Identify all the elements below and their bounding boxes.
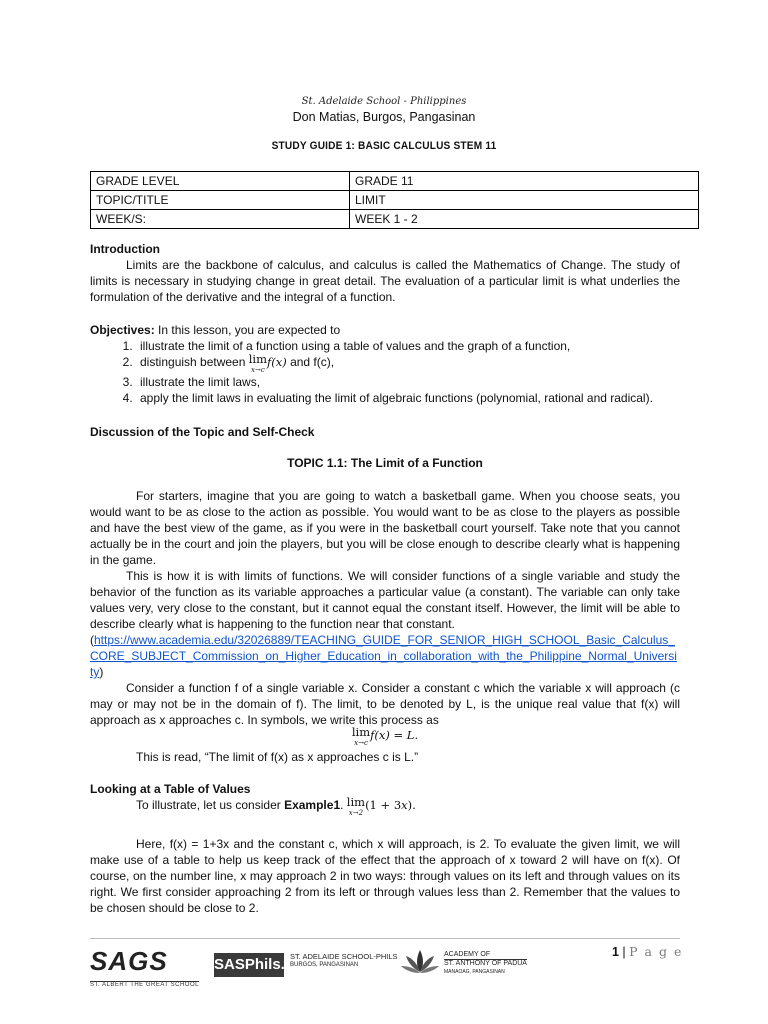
list-item: 4. apply the limit laws in evaluating the limit of algebraic functions (polynomial, rational and radical). — [136, 390, 680, 406]
introduction-text: Limits are the backbone of calculus, and calculus is called the Mathematics of Change. The study of limits is necessary in studying change in great detail. The evaluation of a particular limit is what underlies the formulation of the derivative and the integral of a function. — [90, 258, 680, 304]
paragraph-3: Consider a function f of a single variable x. Consider a constant c which the variable x will approach (c may or may not be in the domain of f). The limit, to be denoted by L, is the unique real value that f(x) will approach as x approaches c. In symbols, we write this process as — [90, 681, 680, 727]
example-line: To illustrate, let us consider Example1. lim x→2(1 + 3x). — [136, 795, 416, 817]
weeks-label: WEEK/S: — [91, 210, 350, 229]
limit-expression: lim x→2 — [346, 795, 366, 817]
page-number: 1 | P a g e — [612, 944, 683, 959]
objectives-section — [90, 322, 680, 406]
st-adelaide-name: ST. ADELAIDE SCHOOL-PHILS — [290, 952, 398, 961]
page-number-value: 1 — [612, 945, 619, 959]
list-item: 1. illustrate the limit of a function using a table of values and the graph of a function, — [136, 338, 680, 354]
read-line: This is read, “The limit of f(x) as x approaches c is L.” — [136, 750, 419, 764]
introduction-section — [90, 241, 680, 305]
paragraph-2: This is how it is with limits of functions. We will consider functions of a single variable and study the behavior of the function as its variable approaches a particular value (a constant). The variable can only take values very, very close to the constant, but it cannot equal the constant itself. However, the limit will be able to describe clearly what is happening to the function near that constant. — [90, 569, 680, 631]
grade-level-value: GRADE 11 — [350, 172, 699, 191]
topic-heading: TOPIC 1.1: The Limit of a Function — [287, 456, 483, 470]
grade-level-label: GRADE LEVEL — [91, 172, 350, 191]
table-of-values-section — [90, 781, 680, 819]
sags-logo — [90, 946, 200, 991]
objectives-heading: Objectives: — [90, 323, 155, 337]
example-lead: To illustrate, let us consider — [136, 798, 285, 812]
reference-line: (https://www.academia.edu/32026889/TEACHING_GUIDE_FOR_SENIOR_HIGH_SCHOOL_Basic_Calculus_CORE_SUBJECT_Commission_on_Higher_Education_in_collaboration_with_the_Philippine_Normal_University) — [90, 633, 677, 679]
padua-name-1: ACADEMY OF — [444, 951, 491, 958]
table-row — [91, 191, 699, 210]
table-values-heading: Looking at a Table of Values — [90, 782, 251, 796]
limit-expression: lim x→c — [248, 352, 268, 374]
objectives-lead: In this lesson, you are expected to — [154, 323, 341, 337]
objective-2-text: distinguish between — [140, 355, 246, 369]
padua-name-2: ST. ANTHONY OF PADUA — [444, 960, 527, 967]
study-guide-title: STUDY GUIDE 1: BASIC CALCULUS STEM 11 — [271, 140, 497, 152]
weeks-value: WEEK 1 - 2 — [350, 210, 699, 229]
lotus-icon — [400, 948, 440, 983]
paragraph-4: Here, f(x) = 1+3x and the constant c, which x will approach, is 2. To evaluate the given limit, we will make use of a table to help us keep track of the effect that the approach of x toward 2 will have on f(x). Of course, on the number line, x may approach 2 in two ways: through values on its left and through values on its right. We first consider approaching 2 from its left or through values less than 2. Remember that the values to be chosen should be close to 2. — [90, 837, 680, 915]
info-table — [90, 171, 699, 229]
padua-location: MANAOAG, PANGASINAN — [444, 969, 505, 975]
page-label: P a g e — [629, 944, 683, 959]
limit-definition — [90, 727, 680, 747]
sags-logo-subtext: ST. ALBERT THE GREAT SCHOOL — [90, 982, 199, 988]
example-label: Example1 — [284, 798, 341, 812]
table-row — [91, 210, 699, 229]
reference-link[interactable]: https://www.academia.edu/32026889/TEACHING_GUIDE_FOR_SENIOR_HIGH_SCHOOL_Basic_Calculus_CORE_SUBJECT_Commission_on_Higher_Education_in_collaboration_with_the_Philippine_Normal_University — [90, 633, 677, 679]
example-expression: (1 + 3x). — [365, 798, 416, 812]
table-row — [91, 172, 699, 191]
st-adelaide-location: BURGOS, PANGASINAN — [290, 962, 359, 968]
objective-2-tail: and f(c), — [286, 355, 335, 369]
objectives-list — [90, 338, 680, 406]
paragraph-basketball — [90, 488, 680, 728]
introduction-heading: Introduction — [90, 242, 160, 256]
paragraph-1: For starters, imagine that you are going to watch a basketball game. When you choose seats, you would want to be as close to the action as possible. You would want to be as close to the players as possible and have the best view of the game, as if you were in the basketball court yourself. Take note that you cannot actually be in the court and join the players, but you will be close enough to describe clearly what is happening in the game. — [90, 489, 680, 567]
list-item — [136, 354, 680, 374]
limit-definition-text: f(x) = L. — [370, 728, 419, 742]
school-address: Don Matias, Burgos, Pangasinan — [292, 110, 476, 124]
list-item: 3. illustrate the limit laws, — [136, 374, 680, 390]
footer-divider — [90, 938, 680, 939]
objectives-lead-line — [90, 322, 680, 338]
sasphils-logo: SASPhils. — [214, 953, 284, 977]
discussion-heading: Discussion of the Topic and Self-Check — [90, 425, 315, 439]
limit-expression: lim x→c — [351, 725, 371, 747]
fx-expression: f(x) — [267, 355, 287, 369]
topic-title-value: LIMIT — [350, 191, 699, 210]
padua-logo — [444, 951, 527, 976]
school-script-title: St. Adelaide School - Philippines — [301, 96, 467, 107]
topic-title-label: TOPIC/TITLE — [91, 191, 350, 210]
sags-logo-text: SAGS — [90, 946, 168, 976]
st-adelaide-logo — [290, 952, 398, 970]
